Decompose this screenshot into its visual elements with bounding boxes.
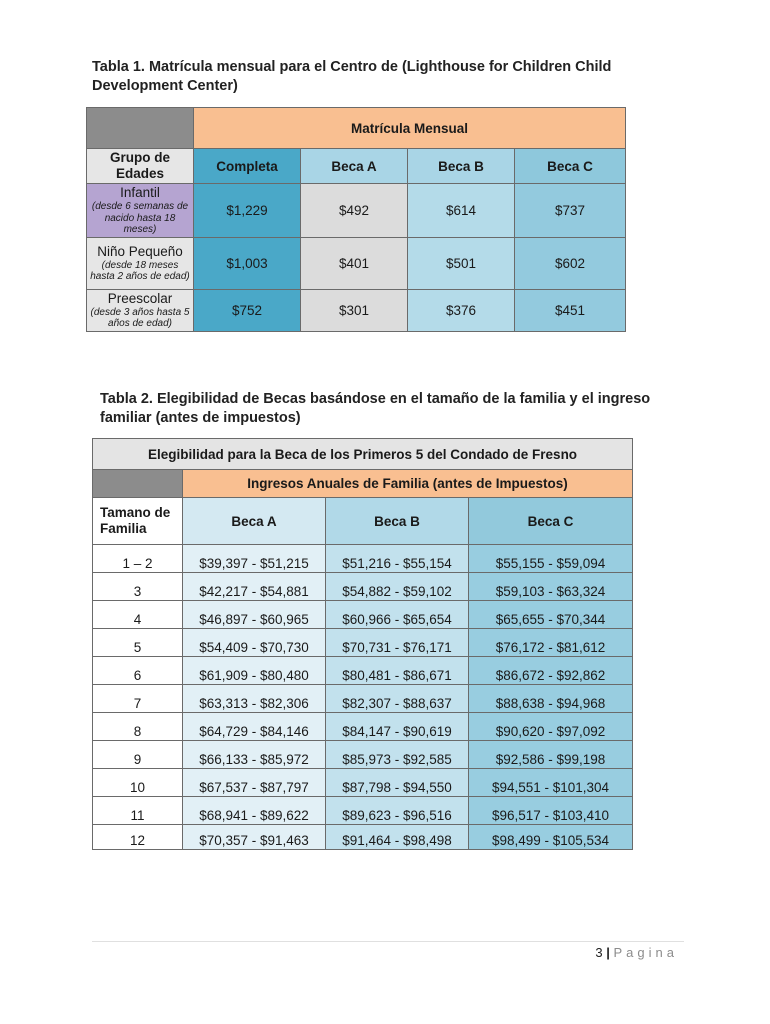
age-label: Preescolar [107,290,173,306]
tuition-value: $376 [408,289,515,331]
table-row [93,657,633,685]
eligibility-title: Elegibilidad para la Beca de los Primeros 5 del Condado de Fresno [93,439,633,470]
income-range-beca-c: $59,103 - $63,324 [469,573,633,601]
page-number: 3 [595,945,603,960]
table-row [93,685,633,713]
table-row [93,825,633,850]
col-header-beca-a: Beca A [301,149,408,184]
age-label: Infantil [120,185,160,200]
income-range-beca-a: $66,133 - $85,972 [183,741,326,769]
col-header-completa: Completa [194,149,301,184]
tuition-value: $1,003 [194,237,301,289]
age-label: Niño Pequeño [97,243,183,259]
income-range-beca-b: $91,464 - $98,498 [326,825,469,850]
income-range-beca-a: $64,729 - $84,146 [183,713,326,741]
tuition-value: $492 [301,184,408,238]
family-size-cell: 6 [93,657,183,685]
family-size-cell: 11 [93,797,183,825]
income-range-beca-b: $89,623 - $96,516 [326,797,469,825]
tuition-value: $614 [408,184,515,238]
col-header-beca-c: Beca C [515,149,626,184]
tuition-value: $1,229 [194,184,301,238]
table-row [87,237,626,289]
age-group-header: Grupo de Edades [87,149,194,184]
tuition-table [86,107,626,332]
table2-corner-cell [93,470,183,498]
income-range-beca-c: $88,638 - $94,968 [469,685,633,713]
income-range-beca-b: $82,307 - $88,637 [326,685,469,713]
family-size-cell: 4 [93,601,183,629]
col-header-beca-c: Beca C [469,498,633,545]
income-range-beca-c: $55,155 - $59,094 [469,545,633,573]
tuition-value: $602 [515,237,626,289]
income-header: Ingresos Anuales de Familia (antes de Impuestos) [183,470,633,498]
family-size-cell: 3 [93,573,183,601]
income-range-beca-c: $65,655 - $70,344 [469,601,633,629]
col-header-beca-b: Beca B [408,149,515,184]
table1-caption-text: Matrícula mensual para el Centro de (Lighthouse for Children Child Development Center) [92,59,612,94]
income-range-beca-c: $76,172 - $81,612 [469,629,633,657]
income-range-beca-c: $94,551 - $101,304 [469,769,633,797]
income-range-beca-a: $54,409 - $70,730 [183,629,326,657]
table2-caption [100,390,660,428]
tuition-value: $451 [515,289,626,331]
table-row [93,713,633,741]
income-range-beca-a: $67,537 - $87,797 [183,769,326,797]
income-range-beca-b: $60,966 - $65,654 [326,601,469,629]
family-size-cell: 12 [93,825,183,850]
income-range-beca-b: $51,216 - $55,154 [326,545,469,573]
age-note: (desde 3 años hasta 5 años de edad) [90,306,190,329]
table-row [93,545,633,573]
table-row [87,184,626,238]
age-cell-infantil [87,184,194,238]
income-range-beca-b: $70,731 - $76,171 [326,629,469,657]
family-size-header: Tamano de Familia [93,498,183,545]
age-note: (desde 6 semanas de nacido hasta 18 meses) [91,201,189,235]
age-note: (desde 18 meses hasta 2 años de edad) [90,259,190,282]
income-range-beca-c: $96,517 - $103,410 [469,797,633,825]
page-footer [595,945,678,960]
family-size-cell: 9 [93,741,183,769]
table2-caption-text: Elegibilidad de Becas basándose en el tamaño de la familia y el ingreso familiar (antes de impuestos) [100,391,651,426]
age-cell-nino-pequeno [87,237,194,289]
income-range-beca-b: $84,147 - $90,619 [326,713,469,741]
income-range-beca-b: $80,481 - $86,671 [326,657,469,685]
family-size-cell: 7 [93,685,183,713]
income-range-beca-c: $92,586 - $99,198 [469,741,633,769]
table-row [93,573,633,601]
family-size-cell: 5 [93,629,183,657]
income-range-beca-a: $61,909 - $80,480 [183,657,326,685]
income-range-beca-a: $42,217 - $54,881 [183,573,326,601]
income-range-beca-a: $68,941 - $89,622 [183,797,326,825]
family-size-cell: 1 – 2 [93,545,183,573]
age-cell-preescolar [87,289,194,331]
tuition-value: $752 [194,289,301,331]
income-range-beca-b: $85,973 - $92,585 [326,741,469,769]
income-range-beca-b: $87,798 - $94,550 [326,769,469,797]
table-row [93,769,633,797]
footer-separator: | [606,945,610,960]
income-range-beca-a: $39,397 - $51,215 [183,545,326,573]
table-row [93,797,633,825]
income-range-beca-a: $46,897 - $60,965 [183,601,326,629]
table1-corner-cell [87,108,194,149]
page-word: Pagina [613,945,678,960]
tuition-value: $301 [301,289,408,331]
family-size-cell: 8 [93,713,183,741]
table-row [93,629,633,657]
income-range-beca-b: $54,882 - $59,102 [326,573,469,601]
tuition-value: $401 [301,237,408,289]
table1-caption-label: Tabla 1. [92,59,145,75]
tuition-value: $737 [515,184,626,238]
table1-caption [92,58,692,96]
col-header-beca-b: Beca B [326,498,469,545]
table-row [87,289,626,331]
col-header-beca-a: Beca A [183,498,326,545]
family-size-cell: 10 [93,769,183,797]
table-row [93,601,633,629]
income-range-beca-c: $90,620 - $97,092 [469,713,633,741]
table2-caption-label: Tabla 2. [100,391,153,407]
income-range-beca-c: $86,672 - $92,862 [469,657,633,685]
table-row [93,741,633,769]
footer-divider [92,941,684,942]
monthly-tuition-header: Matrícula Mensual [194,108,626,149]
eligibility-table [92,438,633,850]
tuition-value: $501 [408,237,515,289]
income-range-beca-c: $98,499 - $105,534 [469,825,633,850]
income-range-beca-a: $63,313 - $82,306 [183,685,326,713]
income-range-beca-a: $70,357 - $91,463 [183,825,326,850]
